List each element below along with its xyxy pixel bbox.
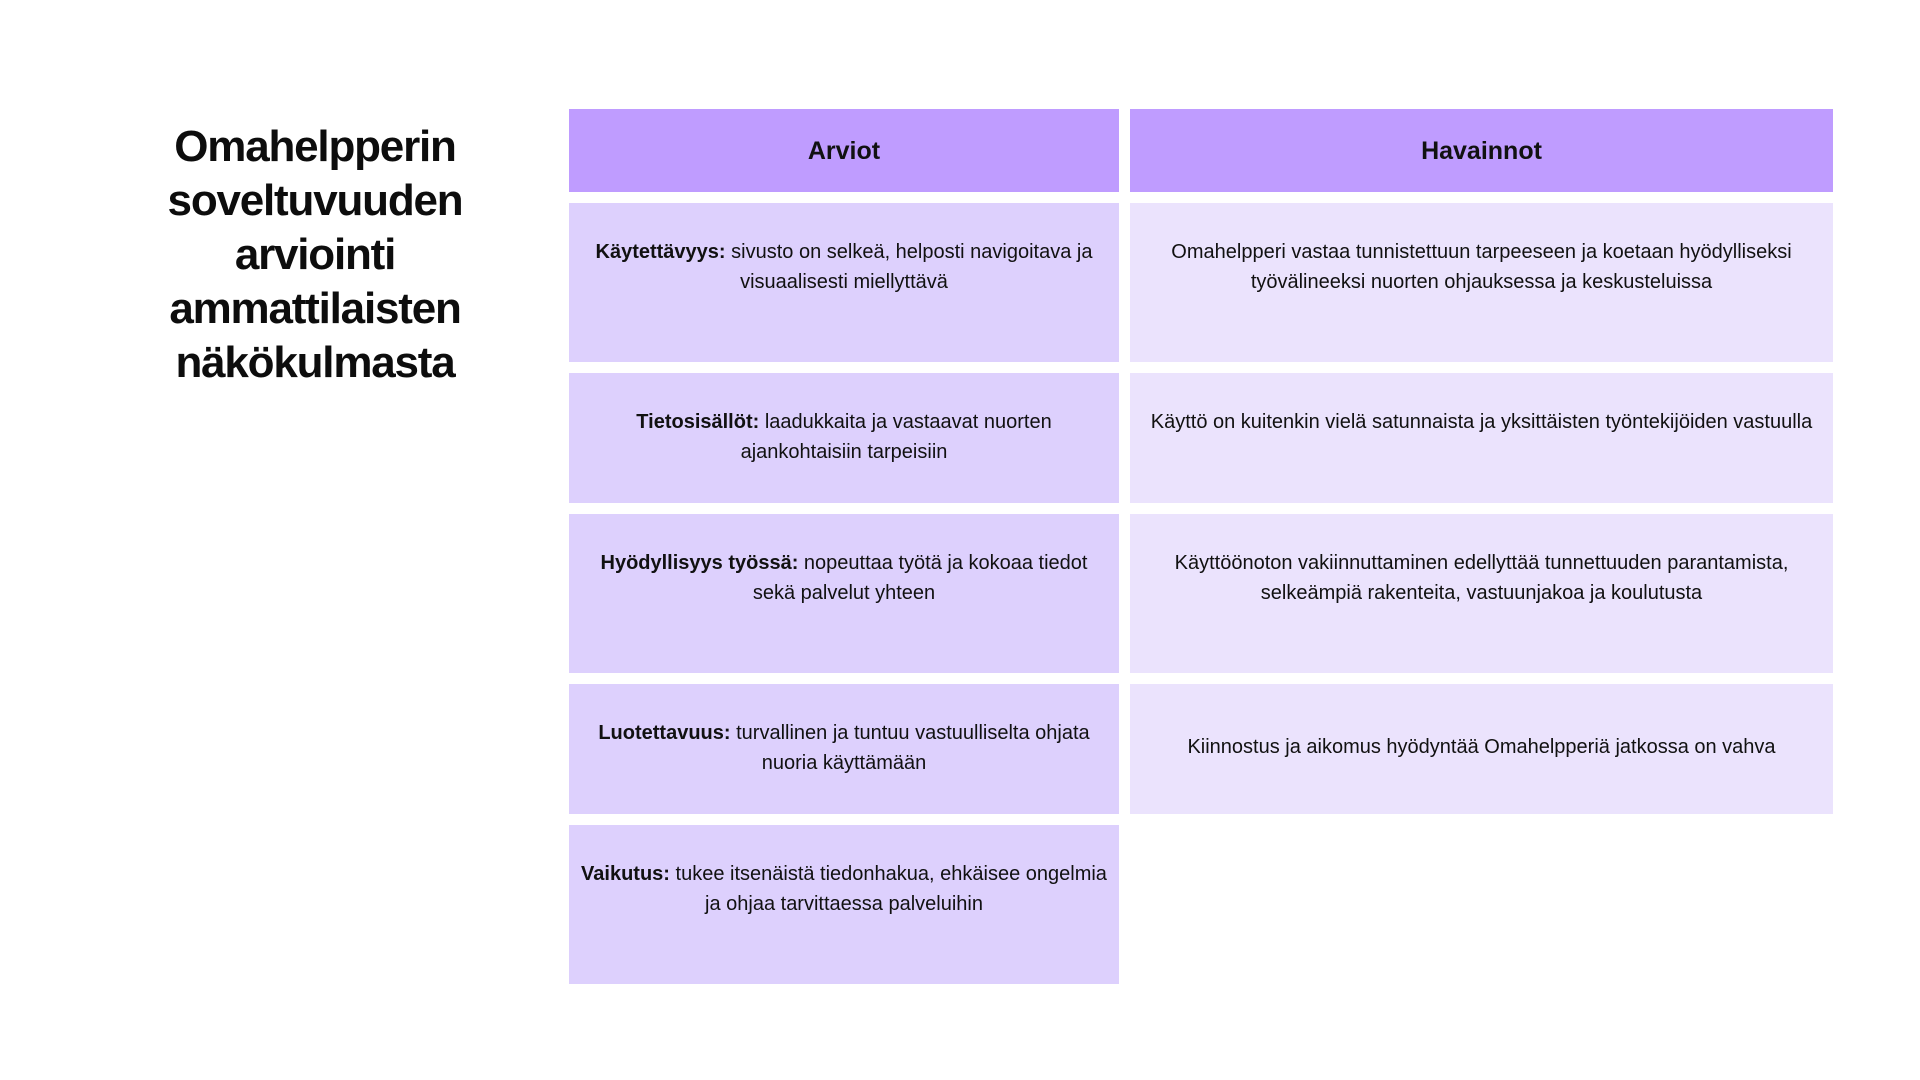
havainto-text: Omahelpperi vastaa tunnistettuun tarpeeseen ja koetaan hyödylliseksi työvälineeksi nuorten ohjauksessa ja keskusteluissa	[1171, 241, 1792, 293]
header-havainnot	[1130, 109, 1833, 192]
arvio-text: turvallinen ja tuntuu vastuulliselta ohjata nuoria käyttämään	[730, 722, 1090, 774]
arvio-text: nopeuttaa työtä ja kokoaa tiedot sekä palvelut yhteen	[752, 552, 1088, 604]
arvio-term: Luotettavuus:	[598, 722, 731, 744]
havainto-cell-2	[1130, 373, 1833, 503]
header-arviot	[569, 109, 1119, 192]
havainto-cell-4	[1130, 684, 1833, 814]
arvio-cell-luotettavuus	[569, 684, 1119, 814]
havainto-cell-1	[1130, 203, 1833, 362]
arvio-cell-tietosisallot	[569, 373, 1119, 503]
arvio-cell-hyodyllisyys	[569, 514, 1119, 673]
arvio-text: sivusto on selkeä, helposti navigoitava ja visuaalisesti miellyttävä	[725, 241, 1093, 293]
arvio-text: laadukkaita ja vastaavat nuorten ajankohtaisiin tarpeisiin	[740, 411, 1052, 463]
arvio-term: Tietosisällöt:	[636, 411, 760, 433]
arvio-cell-vaikutus	[569, 825, 1119, 984]
havainto-cell-3	[1130, 514, 1833, 673]
header-arviot-label: Arviot	[807, 136, 881, 165]
arvio-cell-kaytettavyys	[569, 203, 1119, 362]
havainto-text: Käyttöönoton vakiinnuttaminen edellyttää tunnettuuden parantamista, selkeämpiä rakenteita, vastuunjakoa ja koulutusta	[1174, 552, 1789, 604]
arvio-term: Käytettävyys:	[595, 241, 726, 263]
slide-title: Omahelpperin soveltuvuuden arviointi ammattilaisten näkökulmasta	[167, 122, 463, 387]
arvio-text: tukee itsenäistä tiedonhakua, ehkäisee ongelmia ja ohjaa tarvittaessa palveluihin	[669, 863, 1107, 915]
arvio-term: Hyödyllisyys työssä:	[600, 552, 799, 574]
havainto-text: Käyttö on kuitenkin vielä satunnaista ja yksittäisten työntekijöiden vastuulla	[1150, 411, 1813, 433]
header-havainnot-label: Havainnot	[1421, 136, 1542, 165]
arvio-term: Vaikutus:	[581, 863, 670, 885]
havainto-text: Kiinnostus ja aikomus hyödyntää Omahelpperiä jatkossa on vahva	[1187, 736, 1776, 758]
